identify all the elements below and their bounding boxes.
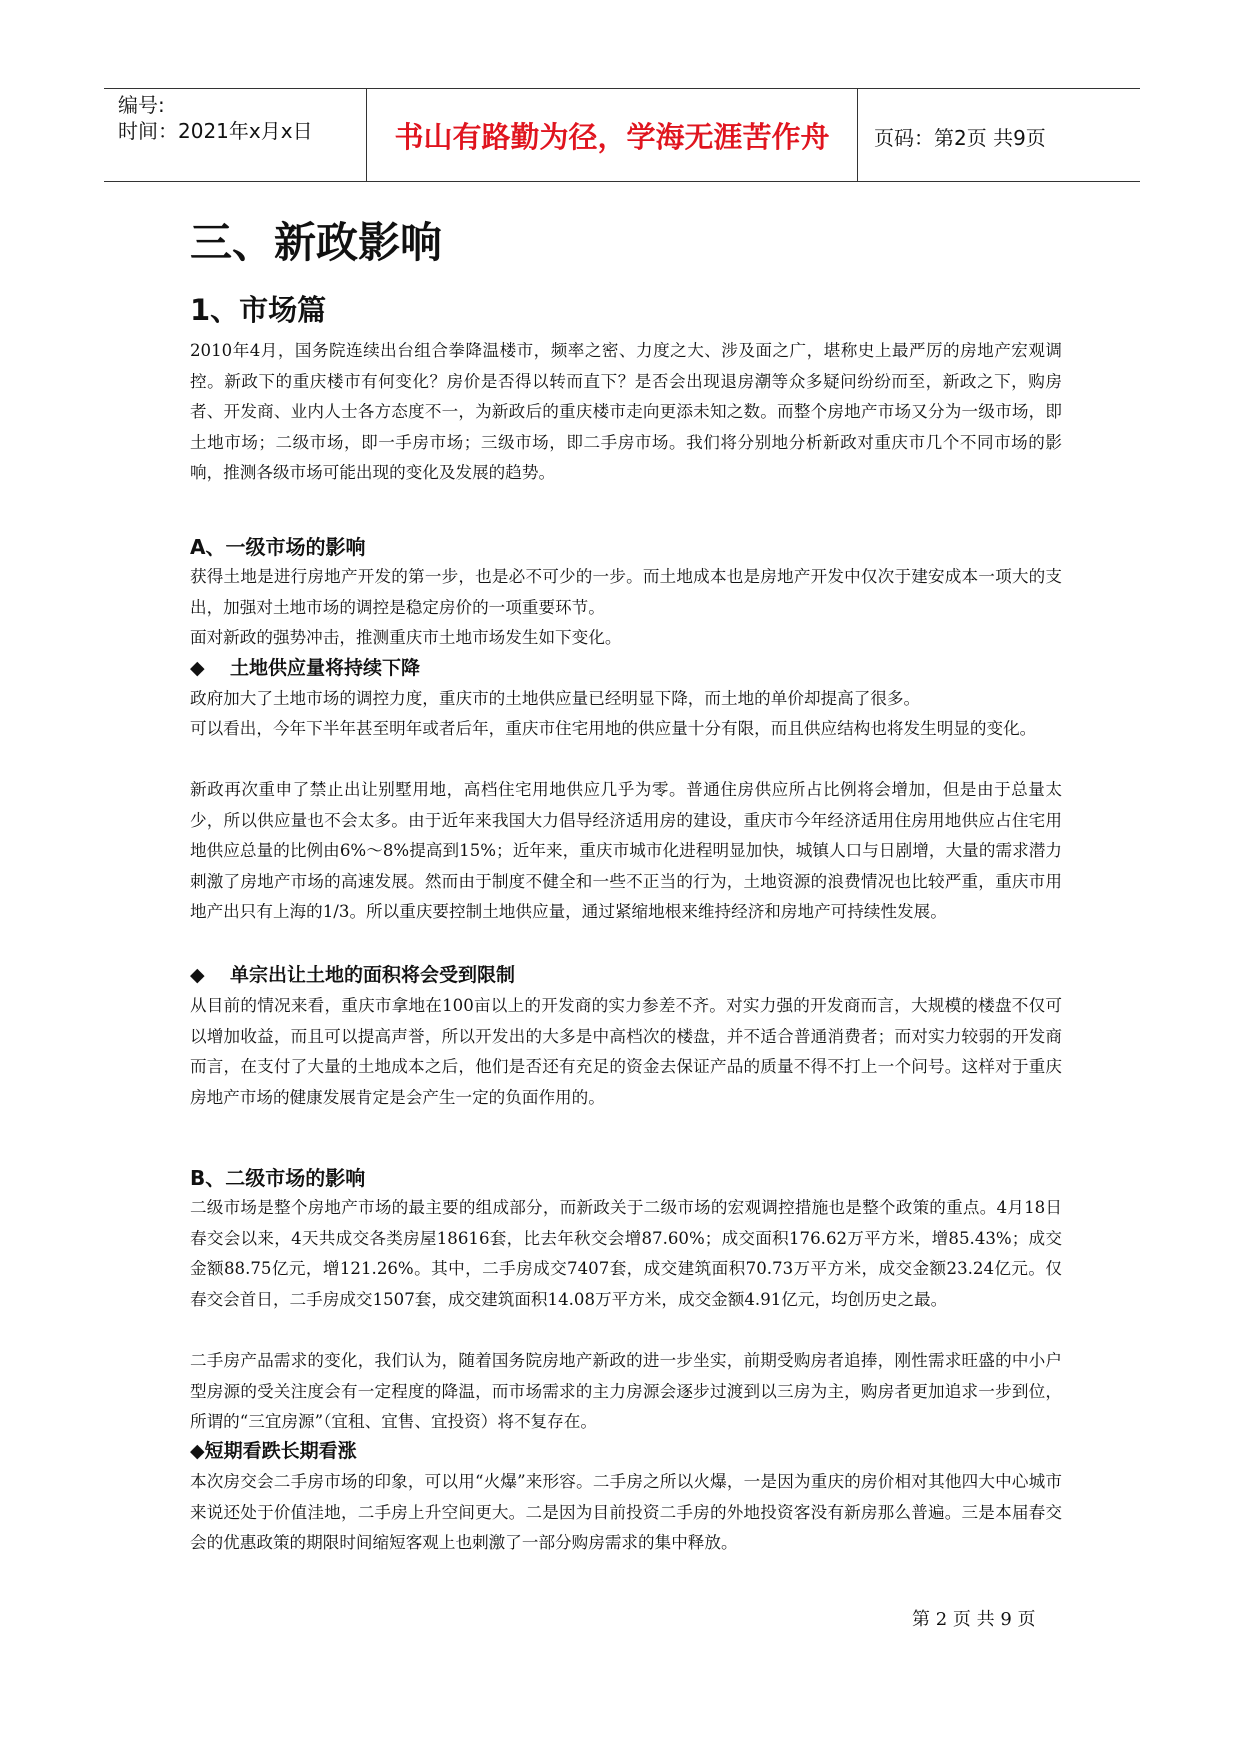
document-header — [104, 88, 1140, 182]
section-b-paragraph-3: 本次房交会二手房市场的印象，可以用“火爆”来形容。二手房之所以火爆，一是因为重庆的房价相对其他四大中心城市来说还处于价值洼地，二手房上升空间更大。二是因为目前投资二手房的外地投资客没有新房那么普遍。三是本届春交会的优惠政策的期限时间缩短客观上也刺激了一部分购房需求的集中释放。 — [190, 1472, 1062, 1552]
bullet-land-supply-label: 土地供应量将持续下降 — [230, 657, 421, 679]
document-time: 时间：2021年x月x日 — [118, 119, 313, 143]
diamond-bullet-icon: ◆ — [190, 657, 205, 679]
page-footer: 第 2 页 共 9 页 — [912, 1609, 1036, 1630]
bullet-land-supply — [190, 654, 420, 682]
land-area-paragraph: 从目前的情况来看，重庆市拿地在100亩以上的开发商的实力参差不齐。对实力强的开发商而言，大规模的楼盘不仅可以增加收益，而且可以提高声誉，所以开发出的大多是中高档次的楼盘，并不适合普通消费者；而对实力较弱的开发商而言，在支付了大量的土地成本之后，他们是否还有充足的资金去保证产品的质量不得不打上一个问号。这样对于重庆房地产市场的健康发展肯定是会产生一定的负面作用的。 — [190, 996, 1062, 1107]
bullet-short-long-term: ◆短期看跌长期看涨 — [190, 1440, 357, 1462]
land-supply-paragraph-3: 新政再次重申了禁止出让别墅用地，高档住宅用地供应几乎为零。普通住房供应所占比例将会增加，但是由于总量太少，所以供应量也不会太多。由于近年来我国大力倡导经济适用房的建设，重庆市今年经济适用住房用地供应占住宅用地供应总量的比例由6%～8%提高到15%；近年来，重庆市城市化进程明显加快，城镇人口与日剧增，大量的需求潜力刺激了房地产市场的高速发展。然而由于制度不健全和一些不正当的行为，土地资源的浪费情况也比较严重，重庆市用地产出只有上海的1/3。所以重庆要控制土地供应量，通过紧缩地根来维持经济和房地产可持续性发展。 — [190, 780, 1062, 921]
diamond-bullet-icon: ◆ — [190, 964, 205, 986]
section-heading-market: 1、市场篇 — [190, 293, 327, 327]
bullet-land-area — [190, 961, 515, 989]
header-page-cell — [858, 89, 1140, 181]
section-b-heading: B、二级市场的影响 — [190, 1166, 366, 1190]
intro-paragraph: 2010年4月，国务院连续出台组合拳降温楼市，频率之密、力度之大、涉及面之广，堪称史上最严厉的房地产宏观调控。新政下的重庆楼市有何变化？房价是否得以转而直下？是否会出现退房潮等众多疑问纷纷而至，新政之下，购房者、开发商、业内人士各方态度不一，为新政后的重庆楼市走向更添未知之数。而整个房地产市场又分为一级市场，即土地市场；二级市场，即一手房市场；三级市场，即二手房市场。我们将分别地分析新政对重庆市几个不同市场的影响，推测各级市场可能出现的变化及发展的趋势。 — [190, 341, 1062, 482]
section-a-paragraph-1: 获得土地是进行房地产开发的第一步，也是必不可少的一步。而土地成本也是房地产开发中仅次于建安成本一项大的支出，加强对土地市场的调控是稳定房价的一项重要环节。 — [190, 567, 1062, 617]
bullet-land-area-label: 单宗出让土地的面积将会受到限制 — [230, 964, 516, 986]
section-a-paragraph-2: 面对新政的强势冲击，推测重庆市土地市场发生如下变化。 — [190, 628, 622, 647]
land-supply-paragraph-1: 政府加大了土地市场的调控力度，重庆市的土地供应量已经明显下降，而土地的单价却提高了很多。 — [190, 689, 921, 708]
header-motto-cell — [367, 89, 858, 181]
page-code: 页码：第2页 共9页 — [874, 126, 1046, 150]
land-supply-paragraph-2: 可以看出，今年下半年甚至明年或者后年，重庆市住宅用地的供应量十分有限，而且供应结构也将发生明显的变化。 — [190, 719, 1037, 738]
motto: 书山有路勤为径，学海无涯苦作舟 — [394, 120, 830, 154]
header-info-cell — [104, 89, 367, 181]
section-b-paragraph-2: 二手房产品需求的变化，我们认为，随着国务院房地产新政的进一步坐实，前期受购房者追捧，刚性需求旺盛的中小户型房源的受关注度会有一定程度的降温，而市场需求的主力房源会逐步过渡到以三房为主，购房者更加追求一步到位，所谓的“三宜房源”（宜租、宜售、宜投资）将不复存在。 — [190, 1351, 1062, 1431]
section-b-paragraph-1: 二级市场是整个房地产市场的最主要的组成部分，而新政关于二级市场的宏观调控措施也是整个政策的重点。4月18日春交会以来，4天共成交各类房屋18616套，比去年秋交会增87.60%；成交面积176.62万平方米，增85.43%；成交金额88.75亿元，增121.26%。其中，二手房成交7407套，成交建筑面积70.73万平方米，成交金额23.24亿元。仅春交会首日，二手房成交1507套，成交建筑面积14.08万平方米，成交金额4.91亿元，均创历史之最。 — [190, 1198, 1062, 1309]
document-number-label: 编号: — [118, 93, 165, 117]
page-title: 三、新政影响 — [190, 218, 443, 267]
section-a-heading: A、一级市场的影响 — [190, 535, 366, 559]
